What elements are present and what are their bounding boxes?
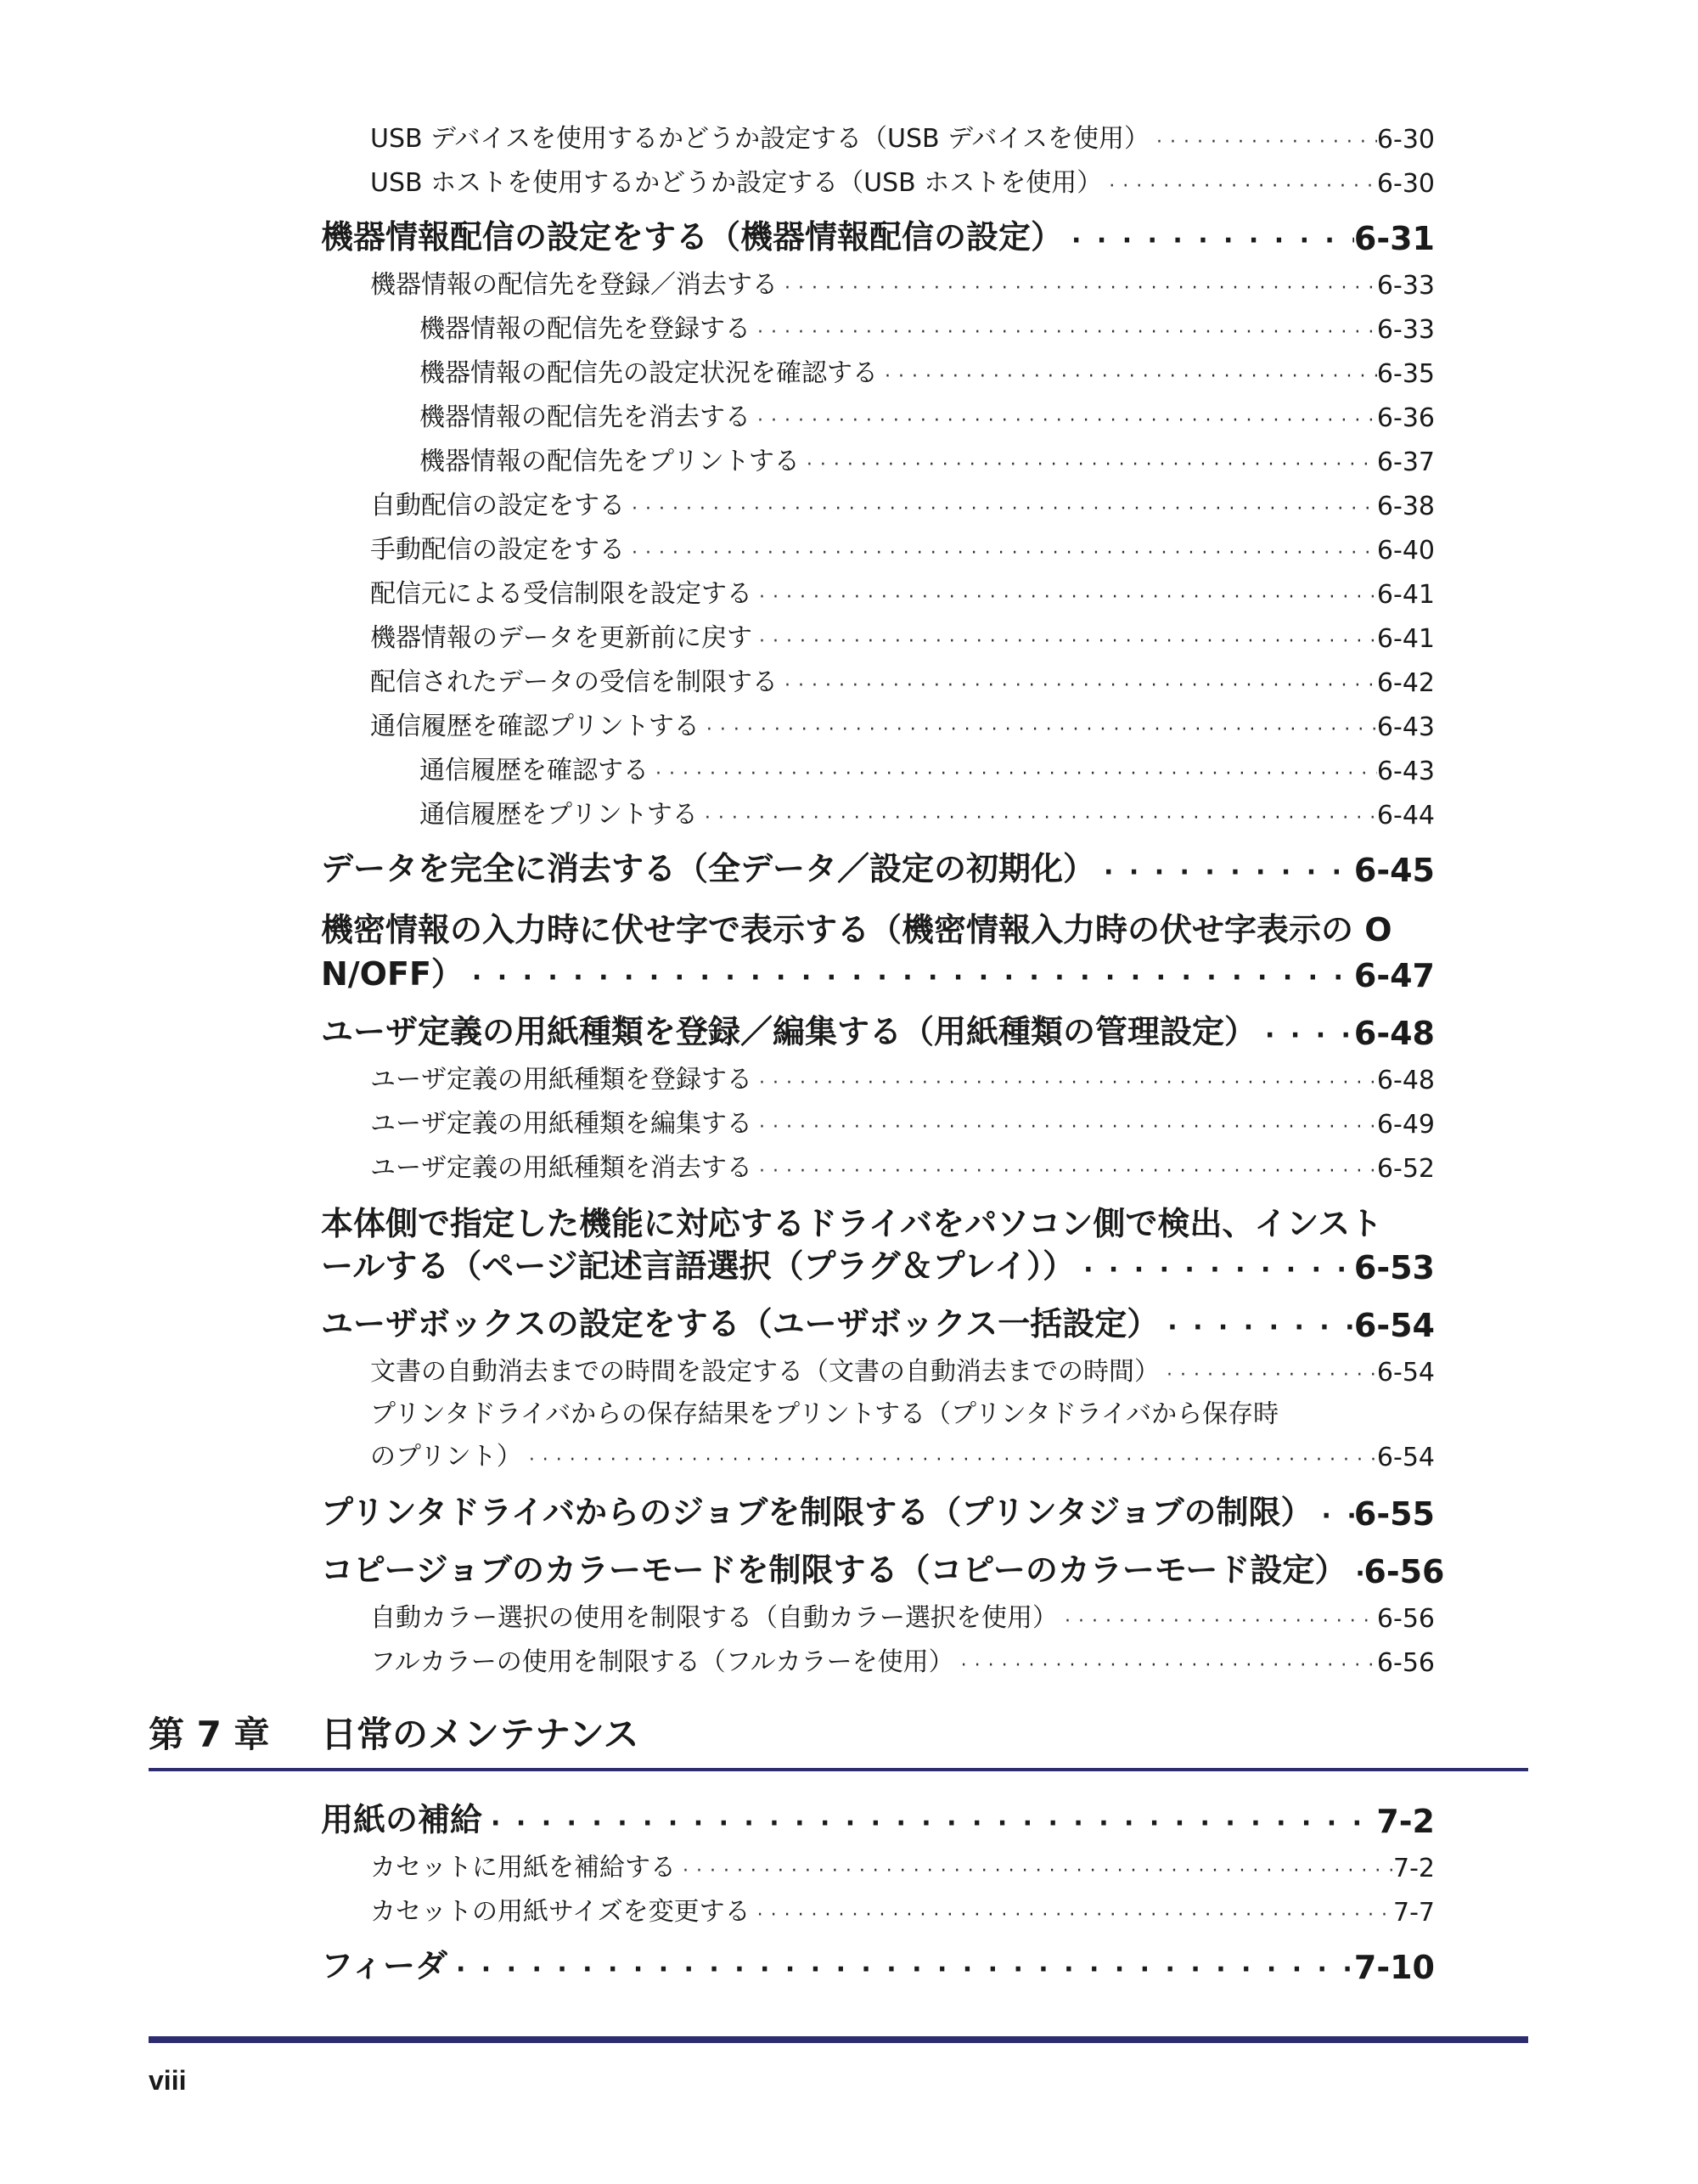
toc-entry-page: 6-48	[1376, 1066, 1435, 1095]
chapter-number: 第 7 章	[149, 1714, 270, 1755]
footer-rule	[149, 2036, 1528, 2043]
leader-dots	[778, 278, 1377, 301]
toc-entry-page: 6-54	[1376, 1443, 1435, 1472]
toc-entry-page: 6-36	[1376, 403, 1435, 433]
leader-dots	[752, 631, 1377, 654]
leader-dots	[1058, 1611, 1377, 1634]
toc-entry-title: 通信履歴を確認する	[419, 756, 649, 785]
toc-entry-title: プリンタドライバからのジョブを制限する（プリンタジョブの制限）	[321, 1494, 1313, 1531]
toc-entry[interactable]	[321, 661, 1435, 698]
chapter-divider	[149, 1768, 1528, 1771]
toc-entry[interactable]	[321, 117, 1435, 155]
toc-entry-title: 機器情報の配信先を消去する	[419, 402, 751, 432]
toc-entry-title: 通信履歴を確認プリントする	[370, 712, 700, 741]
leader-dots	[447, 1955, 1354, 1986]
leader-dots	[625, 498, 1377, 521]
toc-section-heading[interactable]	[321, 1544, 1445, 1590]
toc-entry-title: ユーザ定義の用紙種類を編集する	[370, 1109, 752, 1139]
toc-entry-title: 配信されたデータの受信を制限する	[370, 667, 778, 697]
toc-entry-title: のプリント）	[370, 1442, 522, 1472]
toc-entry[interactable]	[321, 572, 1435, 610]
toc-entry-title: 機器情報のデータを更新前に戻す	[370, 623, 752, 653]
toc-entry-page: 6-56	[1376, 1648, 1435, 1678]
toc-entry-page: 6-35	[1376, 359, 1435, 389]
toc-entry[interactable]	[321, 616, 1435, 654]
toc-entry[interactable]	[321, 484, 1435, 521]
page-number: viii	[149, 2065, 187, 2096]
toc-entry-page: 6-55	[1353, 1495, 1435, 1533]
leader-dots	[751, 410, 1377, 433]
toc-entry[interactable]	[321, 263, 1435, 301]
toc-entry-page: 6-33	[1376, 271, 1435, 301]
toc-section-heading[interactable]	[321, 1297, 1435, 1344]
toc-section-heading[interactable]	[321, 1939, 1435, 1986]
toc-entry-page: 6-43	[1376, 757, 1435, 786]
toc-entry-line1[interactable]: プリンタドライバからの保存結果をプリントする（プリンタドライバから保存時	[370, 1399, 1279, 1429]
toc-entry[interactable]	[321, 352, 1435, 389]
toc-entry-title: ユーザ定義の用紙種類を消去する	[370, 1153, 752, 1183]
leader-dots	[698, 808, 1377, 830]
toc-entry-title: 文書の自動消去までの時間を設定する（文書の自動消去までの時間）	[370, 1357, 1160, 1387]
toc-entry-page: 6-48	[1353, 1015, 1435, 1052]
toc-entry-title: 機器情報の配信先を登録／消去する	[370, 270, 778, 300]
toc-entry-page: 6-37	[1376, 447, 1435, 477]
leader-dots	[1347, 1559, 1363, 1590]
toc-entry-page: 7-7	[1393, 1898, 1435, 1928]
toc-entry-page: 6-42	[1376, 668, 1435, 698]
toc-section-heading[interactable]	[321, 1793, 1435, 1840]
toc-entry[interactable]	[321, 396, 1435, 433]
toc-section-heading[interactable]	[321, 842, 1435, 889]
toc-entry-page: 6-30	[1376, 169, 1435, 199]
leader-dots	[752, 587, 1377, 610]
leader-dots	[800, 454, 1377, 477]
toc-entry-page: 6-52	[1376, 1154, 1435, 1184]
leader-dots	[778, 675, 1377, 698]
toc-entry-title: ユーザ定義の用紙種類を登録／編集する（用紙種類の管理設定）	[321, 1013, 1257, 1050]
toc-entry-title: ールする（ページ記述言語選択（プラグ＆プレイ））	[321, 1247, 1076, 1285]
toc-entry[interactable]	[321, 161, 1435, 199]
toc-entry-title: 機器情報配信の設定をする（機器情報配信の設定）	[321, 218, 1064, 256]
toc-entry-title: 配信元による受信制限を設定する	[370, 579, 752, 609]
leader-dots	[700, 719, 1377, 742]
toc-entry-title: ユーザ定義の用紙種類を登録する	[370, 1065, 752, 1095]
toc-entry-title: USB ホストを使用するかどうか設定する（USB ホストを使用）	[370, 168, 1103, 198]
toc-entry-page: 6-43	[1376, 712, 1435, 742]
toc-entry[interactable]	[321, 1350, 1435, 1388]
toc-section-heading[interactable]	[321, 1240, 1435, 1286]
leader-dots	[676, 1860, 1393, 1883]
toc-entry-page: 7-2	[1376, 1803, 1435, 1840]
toc-entry[interactable]	[321, 307, 1435, 345]
toc-entry-title: 通信履歴をプリントする	[419, 800, 698, 830]
toc-entry[interactable]	[321, 528, 1435, 566]
toc-section-heading-line1[interactable]: 本体側で指定した機能に対応するドライバをパソコン側で検出、インスト	[321, 1205, 1383, 1242]
toc-entry[interactable]	[321, 1846, 1435, 1883]
leader-dots	[1160, 1365, 1377, 1388]
toc-entry-title: 自動カラー選択の使用を制限する（自動カラー選択を使用）	[370, 1603, 1058, 1633]
leader-dots	[1159, 1313, 1354, 1344]
leader-dots	[752, 1161, 1377, 1184]
leader-dots	[482, 1809, 1376, 1840]
toc-entry-page: 6-56	[1363, 1553, 1445, 1590]
toc-entry-page: 6-49	[1376, 1110, 1435, 1140]
toc-entry-title: USB デバイスを使用するかどうか設定する（USB デバイスを使用）	[370, 124, 1150, 154]
toc-entry-title: ユーザボックスの設定をする（ユーザボックス一括設定）	[321, 1305, 1160, 1342]
toc-section-heading-line1[interactable]: 機密情報の入力時に伏せ字で表示する（機密情報入力時の伏せ字表示の O	[321, 911, 1392, 948]
toc-entry-title: フルカラーの使用を制限する（フルカラーを使用）	[370, 1647, 954, 1677]
toc-entry-title: 機器情報の配信先の設定状況を確認する	[419, 358, 878, 388]
leader-dots	[1095, 858, 1354, 889]
toc-entry-page: 6-41	[1376, 580, 1435, 610]
leader-dots	[1150, 132, 1377, 155]
toc-entry[interactable]	[321, 1435, 1435, 1472]
toc-entry-title: N/OFF）	[321, 955, 464, 993]
toc-entry-page: 6-30	[1376, 125, 1435, 155]
toc-entry-title: 用紙の補給	[321, 1801, 483, 1838]
toc-entry-page: 6-44	[1376, 801, 1435, 830]
leader-dots	[1313, 1501, 1354, 1533]
toc-entry-title: 手動配信の設定をする	[370, 535, 625, 565]
chapter-title[interactable]: 日常のメンテナンス	[321, 1714, 639, 1755]
toc-entry[interactable]	[321, 1146, 1435, 1184]
toc-entry-page: 6-45	[1353, 852, 1435, 889]
leader-dots	[752, 1117, 1377, 1140]
leader-dots	[625, 543, 1377, 566]
toc-entry-title: 機器情報の配信先を登録する	[419, 314, 751, 344]
leader-dots	[1075, 1255, 1354, 1286]
toc-entry-title: カセットの用紙サイズを変更する	[370, 1897, 751, 1927]
leader-dots	[954, 1655, 1377, 1678]
toc-entry-page: 6-54	[1376, 1358, 1435, 1388]
toc-entry-title: 自動配信の設定をする	[370, 491, 625, 521]
toc-entry-page: 6-38	[1376, 492, 1435, 521]
toc-entry-title: フィーダ	[321, 1947, 447, 1984]
toc-entry-page: 6-47	[1353, 957, 1435, 994]
toc-entry[interactable]	[321, 440, 1435, 477]
leader-dots	[751, 1905, 1393, 1928]
leader-dots	[1257, 1021, 1354, 1052]
toc-entry[interactable]	[321, 749, 1435, 786]
toc-entry-title: コピージョブのカラーモードを制限する（コピーのカラーモード設定）	[321, 1551, 1347, 1589]
toc-entry[interactable]	[321, 1596, 1435, 1634]
toc-entry-page: 6-53	[1353, 1249, 1435, 1286]
toc-entry-title: カセットに用紙を補給する	[370, 1853, 676, 1883]
toc-entry[interactable]	[321, 1641, 1435, 1678]
toc-entry-page: 6-41	[1376, 624, 1435, 654]
leader-dots	[649, 763, 1377, 786]
leader-dots	[752, 1072, 1377, 1095]
toc-entry-page: 6-54	[1353, 1307, 1435, 1344]
toc-entry-page: 6-31	[1353, 220, 1435, 257]
leader-dots	[1063, 226, 1354, 257]
toc-section-heading[interactable]	[321, 211, 1435, 257]
toc-section-heading[interactable]	[321, 948, 1435, 994]
toc-entry[interactable]	[321, 1058, 1435, 1095]
leader-dots	[464, 963, 1354, 994]
toc-entry-page: 6-56	[1376, 1604, 1435, 1634]
leader-dots	[522, 1449, 1377, 1472]
toc-section-heading[interactable]	[321, 1005, 1435, 1052]
toc-entry-page: 7-10	[1353, 1949, 1435, 1986]
toc-entry[interactable]	[321, 705, 1435, 742]
toc-section-heading[interactable]	[321, 1486, 1435, 1533]
toc-entry-page: 6-40	[1376, 536, 1435, 566]
leader-dots	[878, 366, 1377, 389]
toc-entry[interactable]	[321, 793, 1435, 830]
toc-entry[interactable]	[321, 1102, 1435, 1140]
toc-entry-page: 6-33	[1376, 315, 1435, 345]
leader-dots	[1102, 176, 1377, 199]
toc-entry-title: 機器情報の配信先をプリントする	[419, 447, 800, 476]
toc-entry[interactable]	[321, 1890, 1435, 1928]
leader-dots	[751, 322, 1377, 345]
toc-entry-page: 7-2	[1393, 1854, 1435, 1883]
toc-entry-title: データを完全に消去する（全データ／設定の初期化）	[321, 850, 1096, 887]
